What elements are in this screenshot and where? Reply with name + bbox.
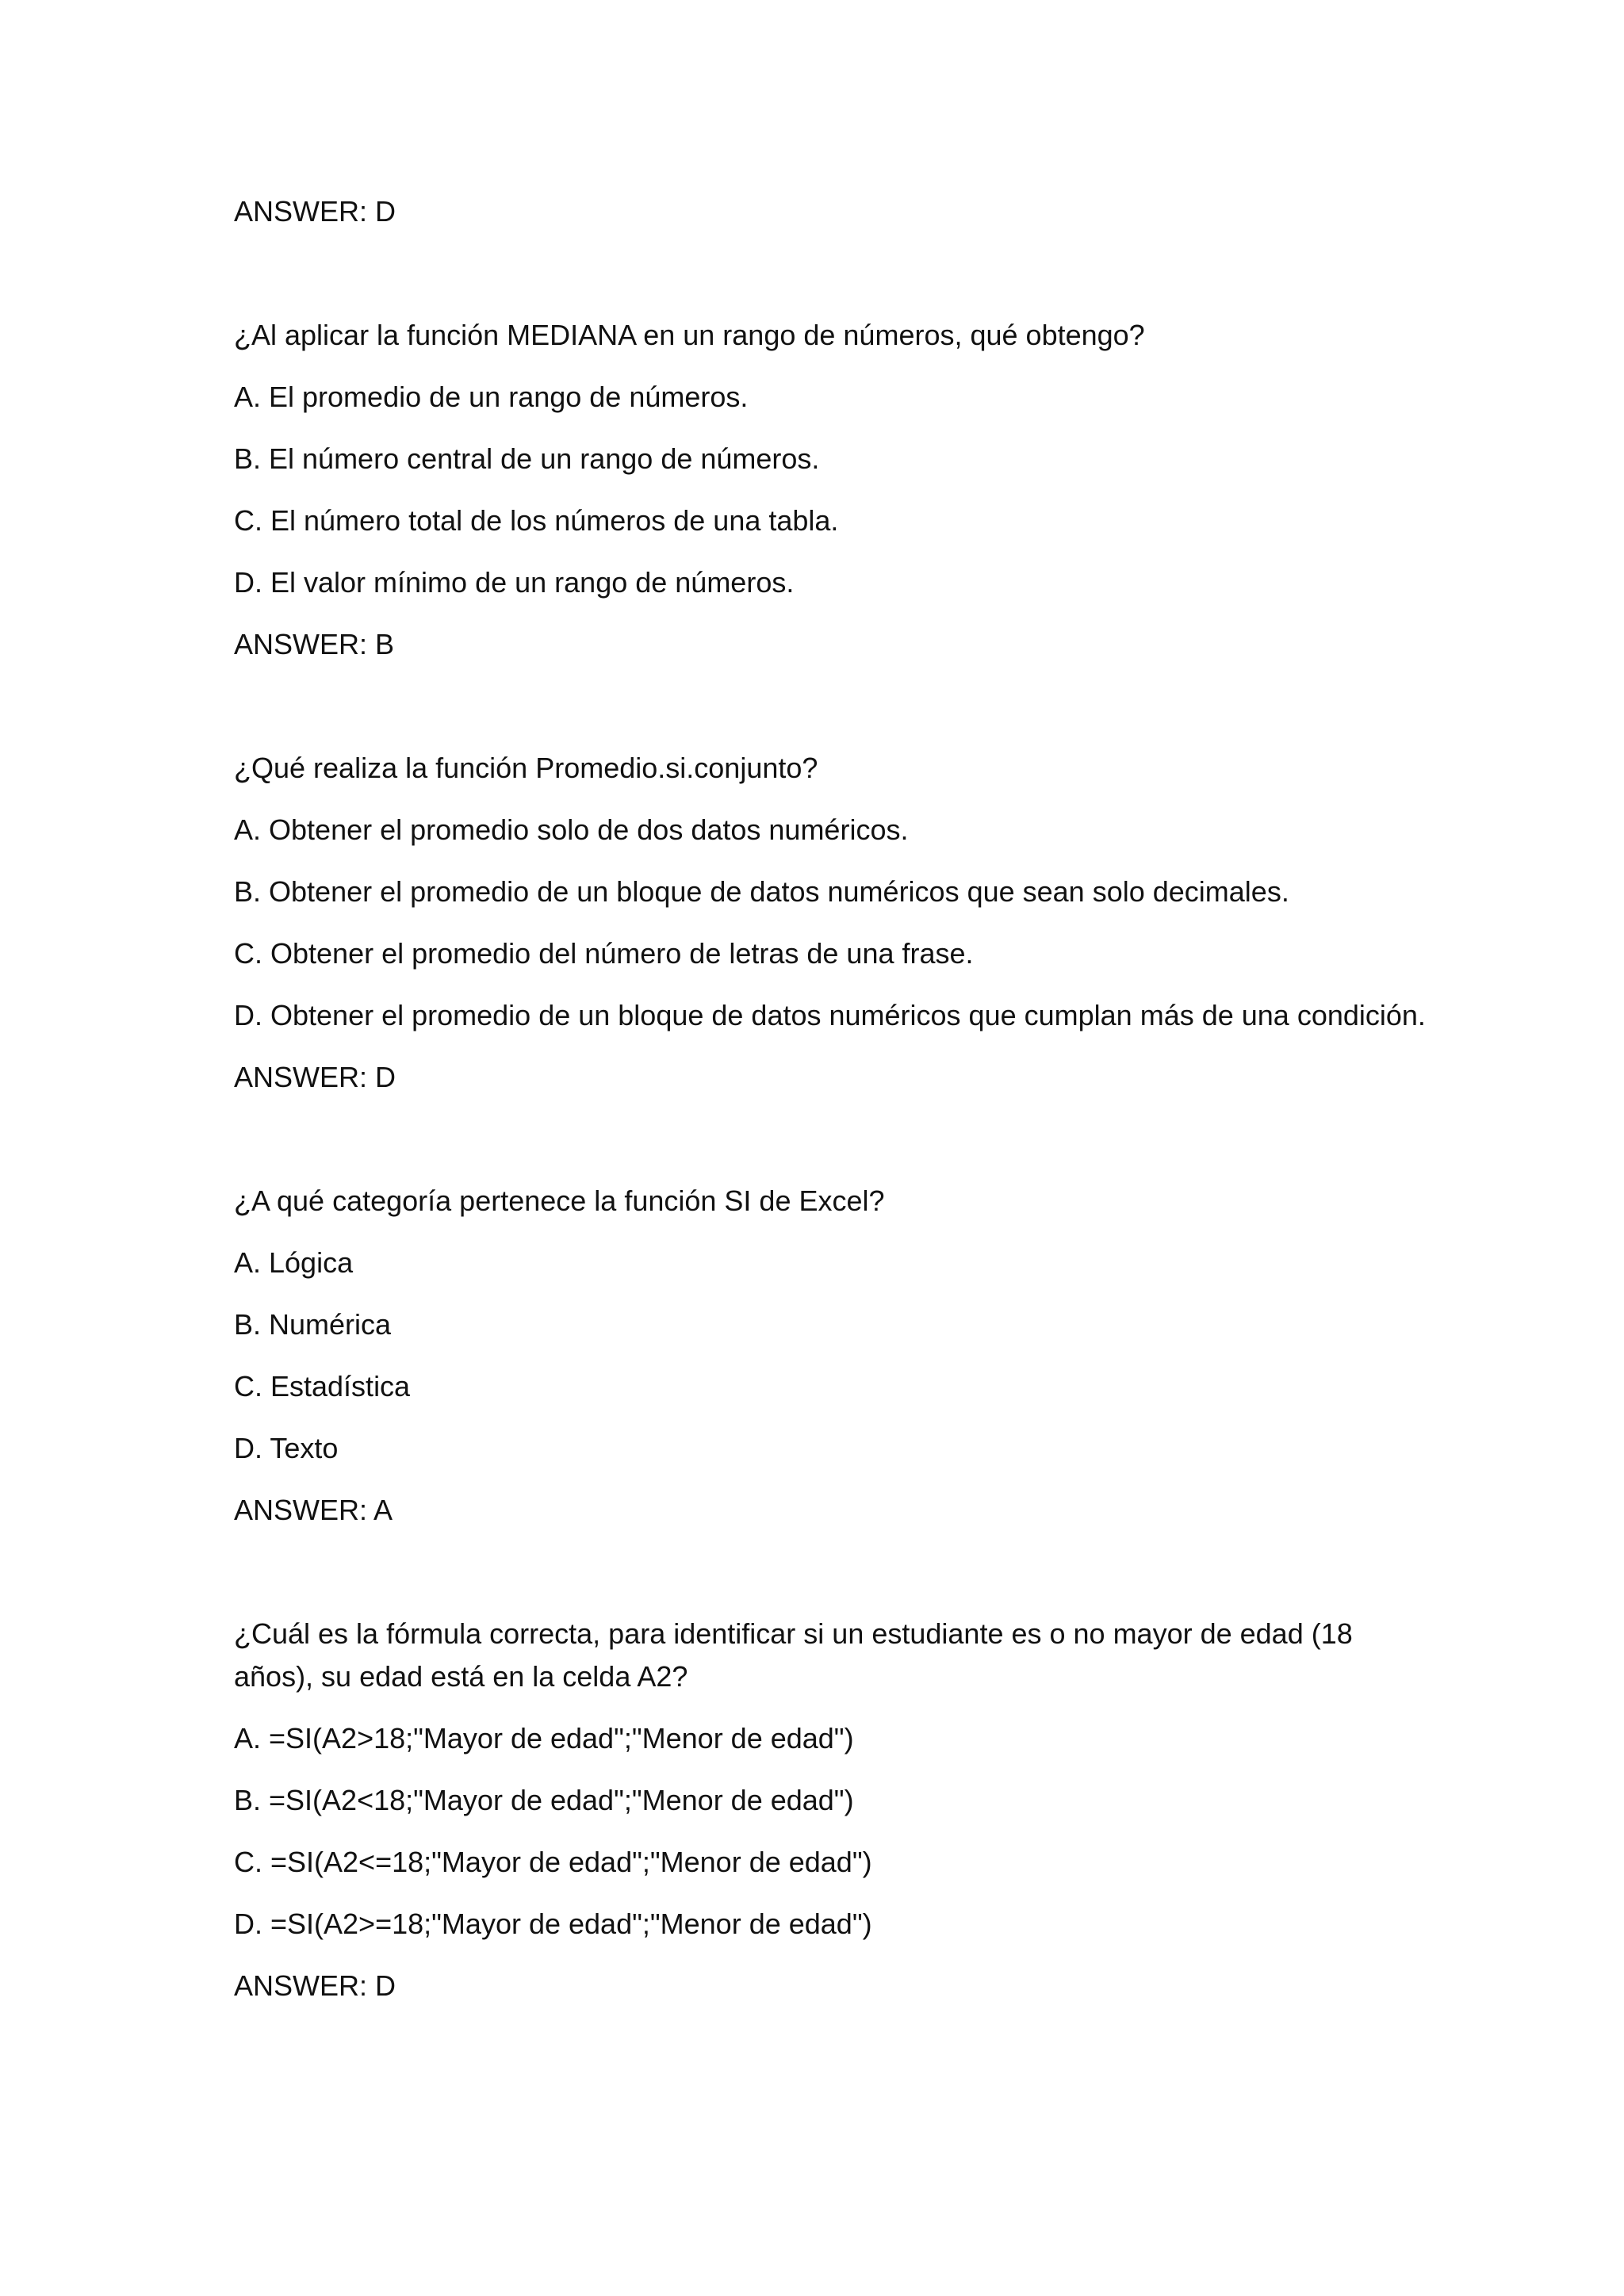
question-text: ¿Cuál es la fórmula correcta, para identificar si un estudiante es o no mayor de edad (18 años), su edad está en la celda A2? <box>234 1617 1353 1693</box>
question-block <box>234 1613 1415 2007</box>
option-c: C. Obtener el promedio del número de letras de una frase. <box>234 937 974 970</box>
option-c: C. Estadística <box>234 1370 411 1402</box>
option-d: D. El valor mínimo de un rango de números. <box>234 566 795 599</box>
question-block <box>234 1180 1415 1532</box>
question-block <box>234 747 1426 1099</box>
answer-text: ANSWER: A <box>234 1494 393 1526</box>
option-d: D. Texto <box>234 1432 339 1464</box>
option-d: D. =SI(A2>=18;"Mayor de edad";"Menor de edad") <box>234 1908 872 1940</box>
option-b: B. Numérica <box>234 1308 392 1341</box>
option-a: A. El promedio de un rango de números. <box>234 381 749 413</box>
answer-text: ANSWER: D <box>234 1061 396 1093</box>
question-text: ¿A qué categoría pertenece la función SI de Excel? <box>234 1184 885 1217</box>
answer-text: ANSWER: D <box>234 195 396 228</box>
option-b: B. Obtener el promedio de un bloque de datos numéricos que sean solo decimales. <box>234 875 1289 908</box>
option-a: A. =SI(A2>18;"Mayor de edad";"Menor de edad") <box>234 1722 854 1755</box>
document-content <box>234 190 1426 2088</box>
option-c: C. =SI(A2<=18;"Mayor de edad";"Menor de edad") <box>234 1846 872 1878</box>
question-text: ¿Qué realiza la función Promedio.si.conjunto? <box>234 752 818 784</box>
question-text: ¿Al aplicar la función MEDIANA en un rango de números, qué obtengo? <box>234 319 1145 351</box>
answer-text: ANSWER: B <box>234 628 395 660</box>
option-d: D. Obtener el promedio de un bloque de datos numéricos que cumplan más de una condición. <box>234 999 1426 1031</box>
option-b: B. El número central de un rango de números. <box>234 442 820 475</box>
question-block <box>234 314 1415 666</box>
option-b: B. =SI(A2<18;"Mayor de edad";"Menor de edad") <box>234 1784 854 1816</box>
option-c: C. El número total de los números de una tabla. <box>234 504 839 537</box>
option-a: A. Lógica <box>234 1246 354 1279</box>
answer-text: ANSWER: D <box>234 1969 396 2002</box>
option-a: A. Obtener el promedio solo de dos datos numéricos. <box>234 813 909 846</box>
